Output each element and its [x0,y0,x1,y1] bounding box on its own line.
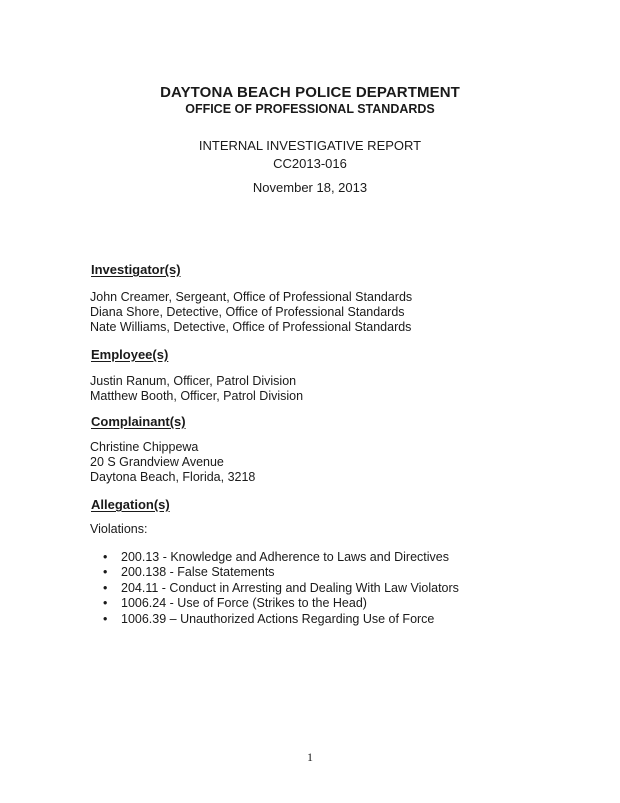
complainants-heading: Complainant(s) [91,414,186,429]
bullet-icon: • [103,550,108,564]
list-item [90,550,459,565]
bullet-icon: • [103,565,108,580]
list-item [90,581,459,596]
investigators-heading: Investigator(s) [91,262,181,277]
department-name: DAYTONA BEACH POLICE DEPARTMENT [160,84,460,101]
report-date: November 18, 2013 [252,180,368,195]
page-number: 1 [307,750,313,764]
complainant-address [90,440,255,485]
violation-text: 204.11 - Conduct in Arresting and Dealing With Law Violators [121,580,459,595]
employee-line: Justin Ranum, Officer, Patrol Division [90,374,297,388]
violation-text: 1006.24 - Use of Force (Strikes to the Head) [121,596,367,611]
allegations-heading: Allegation(s) [91,497,170,512]
list-item [90,612,459,627]
violations-intro: Violations: [90,522,148,536]
employees-heading: Employee(s) [91,347,169,362]
bullet-icon: • [103,611,108,626]
case-number: CC2013-016 [273,156,347,171]
violations-label [90,522,147,537]
list-item [90,596,459,611]
complainant-city: Daytona Beach, Florida, 3218 [90,470,256,484]
list-item [90,565,459,580]
bullet-icon: • [103,596,108,611]
violations-list [90,550,459,627]
investigators-list [90,290,412,335]
investigator-line: Nate Williams, Detective, Office of Professional Standards [90,320,412,334]
office-name: OFFICE OF PROFESSIONAL STANDARDS [185,102,435,116]
complainant-street: 20 S Grandview Avenue [90,455,224,469]
employees-list [90,374,303,404]
violation-text: 1006.39 – Unauthorized Actions Regarding Use of Force [121,611,435,626]
bullet-icon: • [103,580,108,595]
violation-text: 200.13 - Knowledge and Adherence to Laws and Directives [121,550,449,564]
violation-text: 200.138 - False Statements [121,565,275,580]
report-title: INTERNAL INVESTIGATIVE REPORT [198,138,422,153]
employee-line: Matthew Booth, Officer, Patrol Division [90,389,304,403]
investigator-line: Diana Shore, Detective, Office of Professional Standards [90,305,405,319]
complainant-name: Christine Chippewa [90,440,199,454]
investigator-line: John Creamer, Sergeant, Office of Professional Standards [90,290,413,304]
